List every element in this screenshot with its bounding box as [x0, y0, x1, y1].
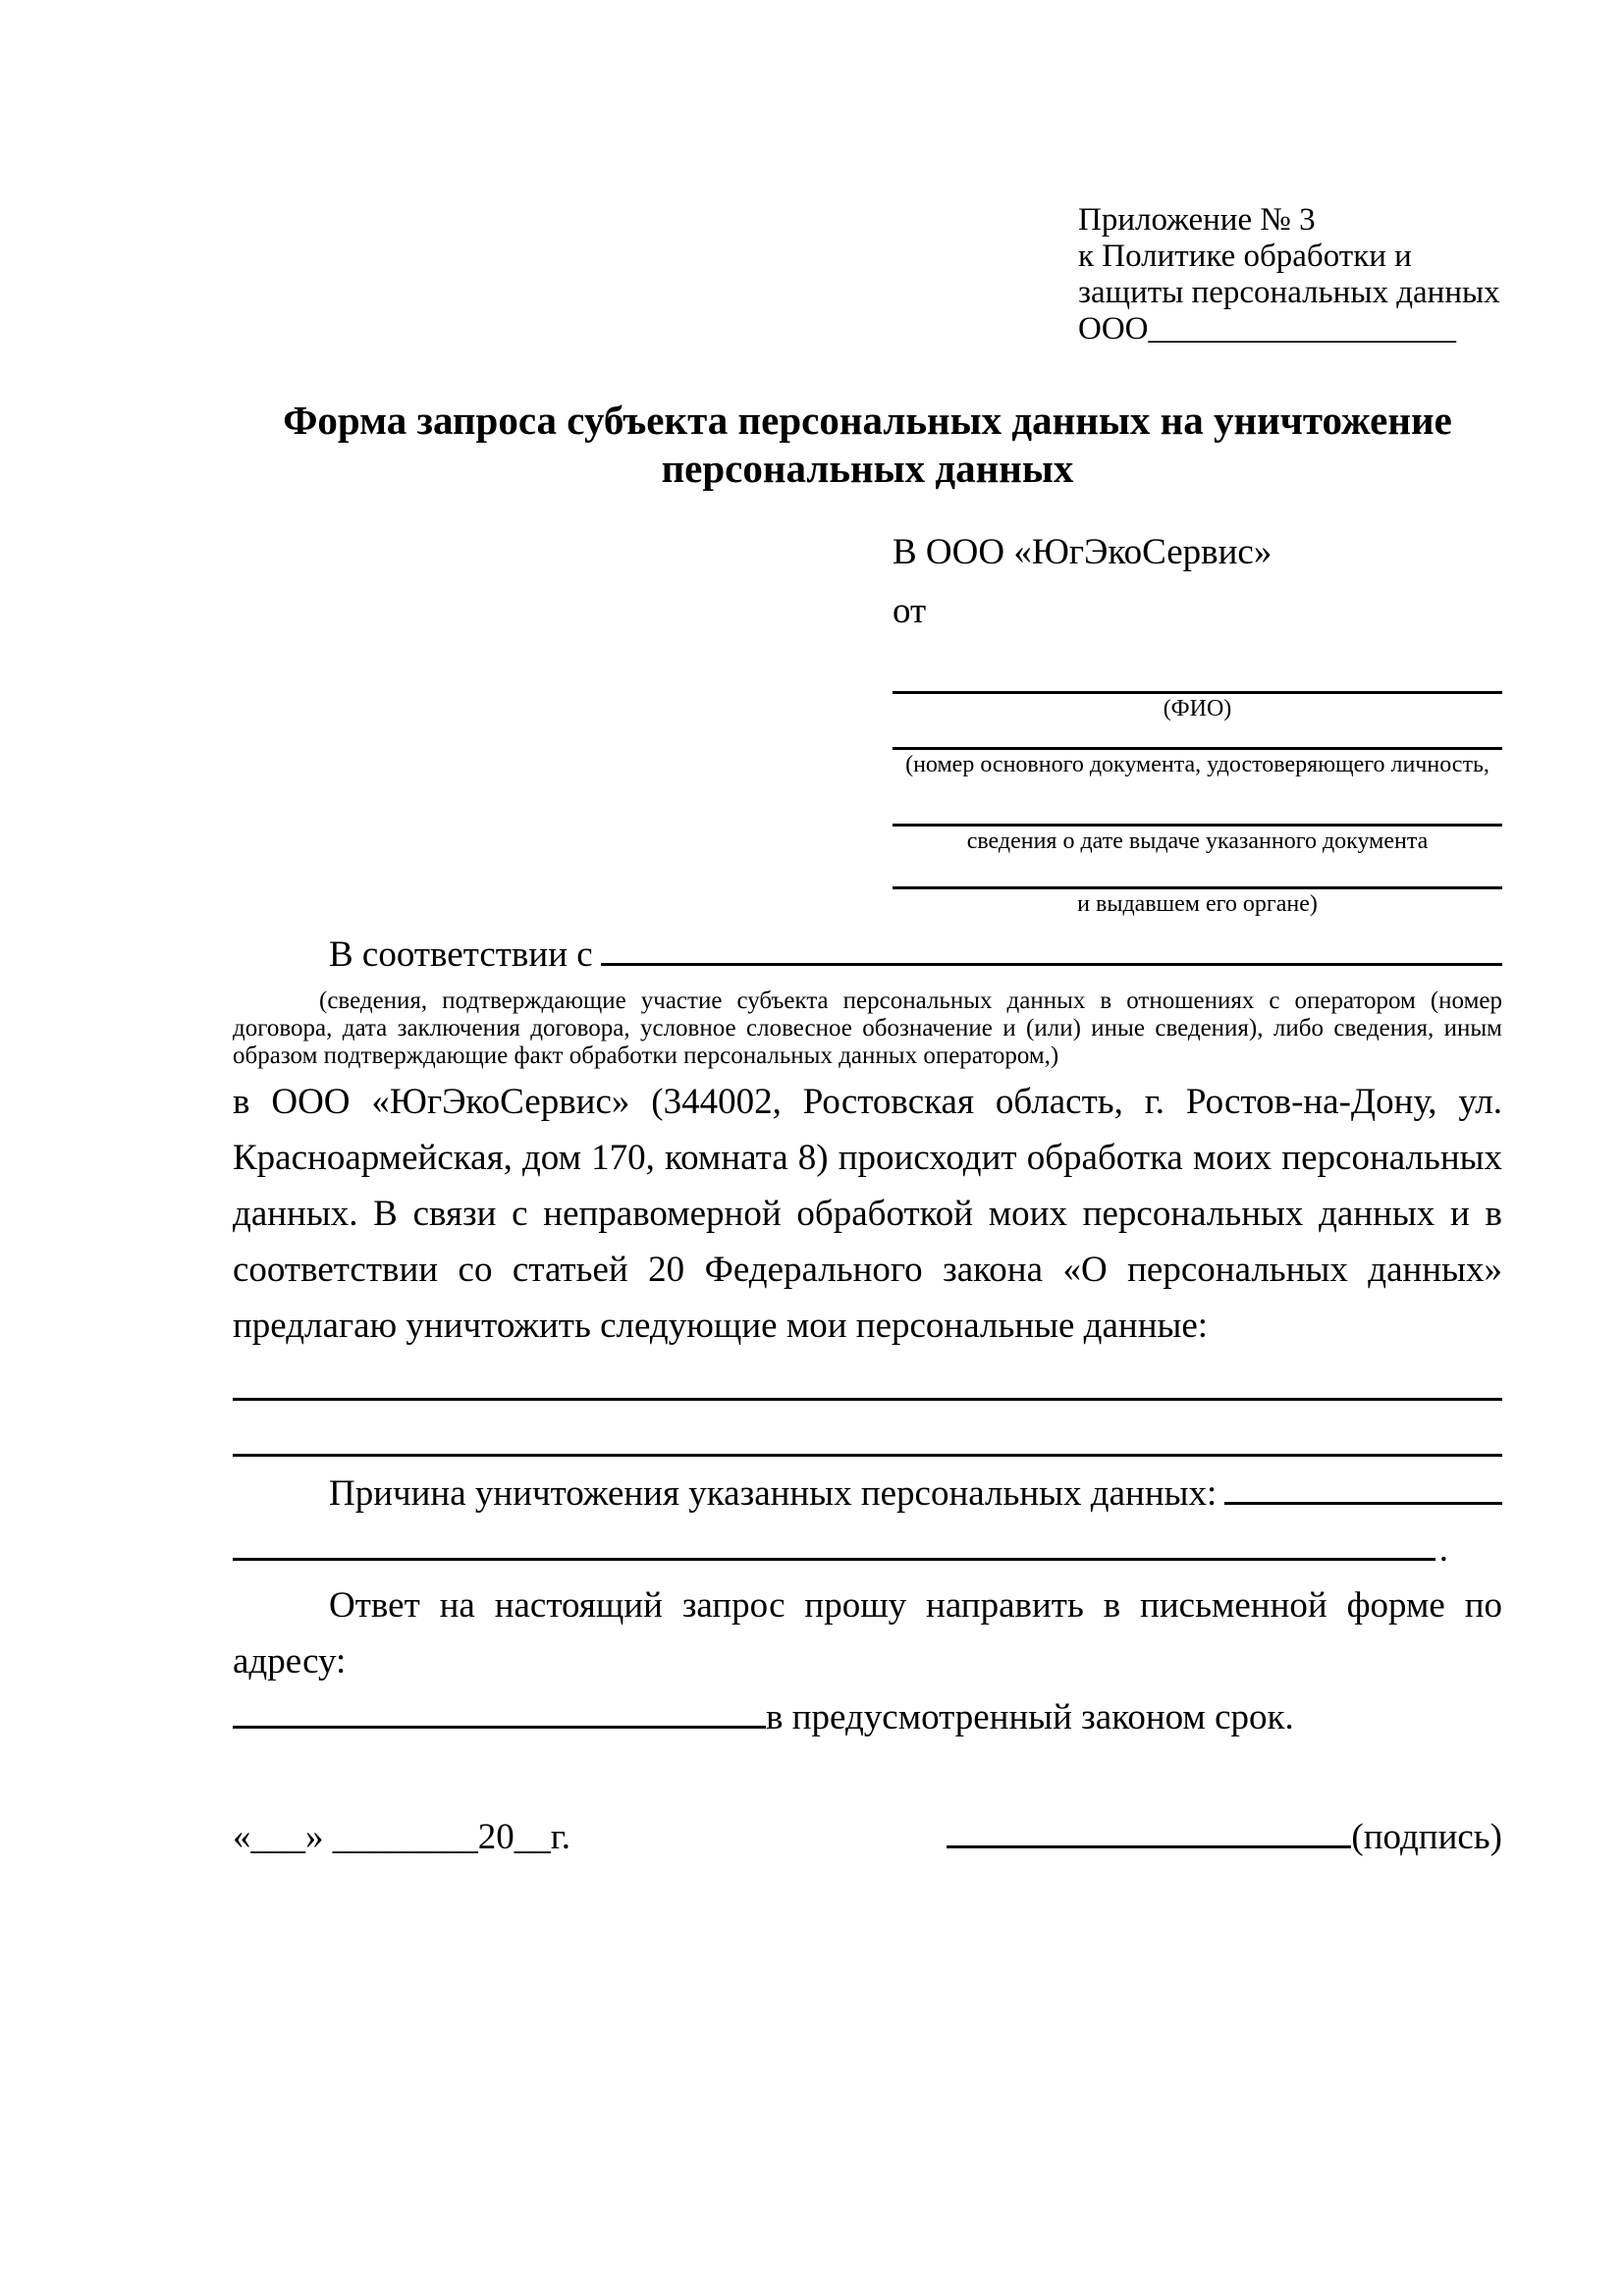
signature-caption: (подпись) [1351, 1817, 1502, 1857]
small-print-note: (сведения, подтверждающие участие субъекта персональных данных в отношениях с оператором (номер договора, дата заключения договора, условное словесное обозначение и (или) иные сведения), либо сведения, иным образом подтверждающие факт обработки персональных данных оператором,) [233, 988, 1502, 1069]
date-template: «___» ________20__г. [233, 1817, 571, 1857]
annex-line-4: ООО___________________ [1078, 311, 1456, 347]
accordance-row [233, 927, 1502, 983]
address-blank-line [233, 1726, 766, 1729]
doc-issue-date-blank-line [893, 779, 1502, 827]
reason-blank-line-2 [233, 1558, 1435, 1561]
addressee-from-label: от [893, 591, 927, 631]
signature-blank-line [947, 1845, 1351, 1848]
personal-data-blank-line-1 [233, 1354, 1502, 1410]
accordance-label: В соответствии с [329, 934, 593, 975]
signature-group [947, 1809, 1502, 1865]
doc-number-blank-line [893, 723, 1502, 750]
page-title: Форма запроса субъекта персональных данных на уничтожение персональных данных [283, 398, 1452, 491]
annex-line-2: к Политике обработки и [1078, 239, 1412, 274]
annex-line-3: защиты персональных данных [1078, 275, 1500, 310]
annex-line-1: Приложение № 3 [1078, 202, 1316, 238]
period-mark: . [1438, 1529, 1448, 1570]
footer-row [233, 1809, 1502, 1865]
doc-issuer-blank-line [893, 856, 1502, 889]
reason-continuation-row [233, 1522, 1502, 1577]
addressee-block [893, 530, 1502, 919]
address-row [233, 1689, 1502, 1745]
reason-row [233, 1466, 1502, 1522]
spacer [233, 1745, 1502, 1801]
accordance-blank-line [601, 963, 1502, 966]
personal-data-blank-line-2 [233, 1410, 1502, 1466]
annex-note [1078, 202, 1502, 347]
reason-blank-line [1224, 1502, 1502, 1505]
doc-number-caption: (номер основного документа, удостоверяющего личность, [905, 752, 1489, 777]
doc-issue-date-caption: сведения о дате выдаче указанного документа [966, 828, 1429, 854]
answer-suffix: в предусмотренный законом срок. [766, 1697, 1294, 1737]
main-text [233, 927, 1502, 1865]
addressee-to: В ООО «ЮгЭкоСервис» [893, 532, 1272, 572]
fio-blank-line [893, 634, 1502, 694]
answer-paragraph: Ответ на настоящий запрос прошу направить в письменной форме по адресу: [233, 1585, 1502, 1682]
reason-label: Причина уничтожения указанных персональных данных: [329, 1473, 1218, 1514]
doc-issuer-caption: и выдавшем его органе) [1077, 891, 1318, 917]
main-paragraph: в ООО «ЮгЭкоСервис» (344002, Ростовская область, г. Ростов-на-Дону, ул. Красноармейская, дом 170, комната 8) происходит обработка моих персональных данных. В связи с неправомерной обработкой моих персональных данных и в соответствии со статьей 20 Федерального закона «О персональных данных» предлагаю уничтожить следующие мои персональные данные: [233, 1082, 1502, 1346]
fio-caption: (ФИО) [1163, 696, 1232, 721]
